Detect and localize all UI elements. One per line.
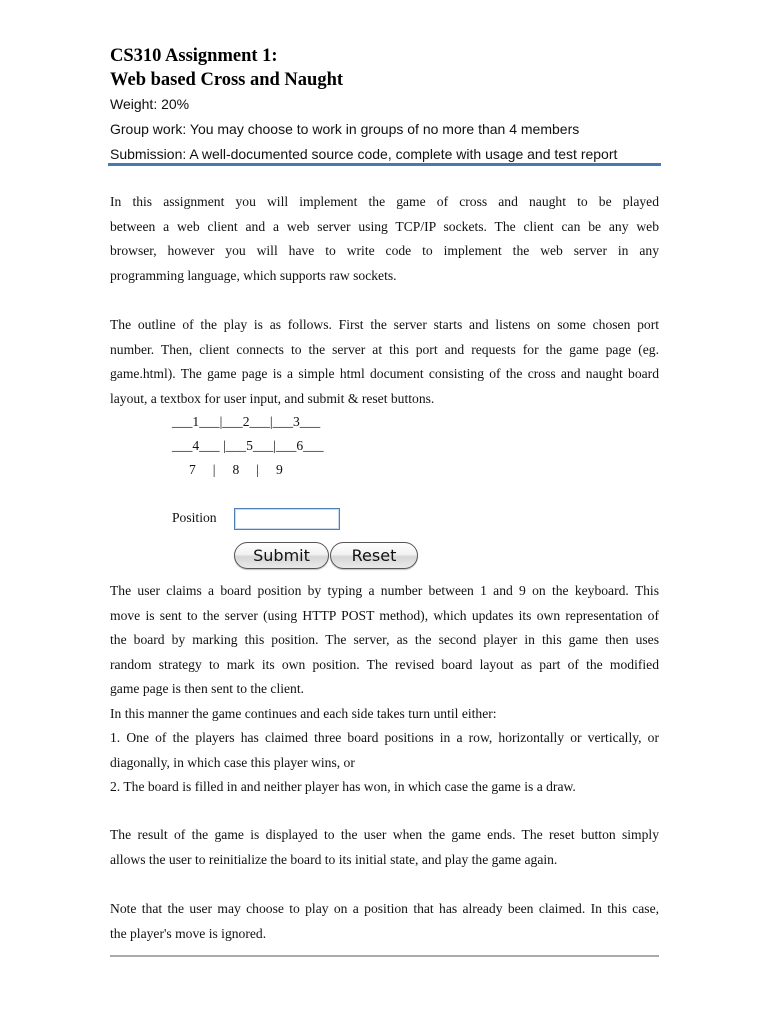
board-row-2: ___4___ |___5___|___6___: [172, 438, 324, 453]
intro-line: In this assignment you will implement the game of cross and naught to be played: [110, 194, 659, 209]
doc-title-line1: CS310 Assignment 1:: [110, 46, 278, 66]
footer-divider: [110, 955, 659, 957]
result-line: allows the user to reinitialize the board to its initial state, and play the game again.: [110, 851, 558, 867]
claim-paragraph: [110, 579, 659, 800]
submission-text: Submission: A well-documented source code, complete with usage and test report: [110, 146, 618, 162]
intro-line: between a web client and a web server using TCP/IP sockets. The client can be any web: [110, 218, 659, 234]
result-paragraph: [110, 823, 659, 872]
outline-paragraph: [110, 313, 659, 411]
claim-line: random strategy to mark its own position. The revised board layout as part of the modified: [110, 656, 659, 672]
claim-line: game page is then sent to the client.: [110, 681, 305, 696]
position-label: Position: [172, 510, 217, 525]
claim-line: 2. The board is filled in and neither player has won, in which case the game is a draw.: [110, 779, 576, 794]
claim-line: diagonally, in which case this player wins, or: [110, 754, 355, 770]
intro-line: programming language, which supports raw sockets.: [110, 267, 397, 283]
outline-line: number. Then, client connects to the server at this port and requests for the game page (eg.: [110, 341, 659, 357]
note-line: Note that the user may choose to play on a position that has already been claimed. In this case,: [110, 901, 659, 916]
intro-line: browser, however you will have to write code to implement the web server in any: [110, 243, 659, 258]
claim-line: 1. One of the players has claimed three board positions in a row, horizontally or vertically, or: [110, 730, 659, 745]
note-paragraph: [110, 897, 659, 946]
doc-title-line2: Web based Cross and Naught: [110, 70, 344, 90]
board-row-1: ___1___|___2___|___3___: [172, 414, 321, 429]
intro-paragraph: [110, 190, 659, 288]
header-divider: [108, 163, 661, 166]
outline-line: layout, a textbox for user input, and submit & reset buttons.: [110, 390, 435, 406]
board-row-3: 7 | 8 | 9: [172, 462, 283, 477]
outline-line: game.html). The game page is a simple html document consisting of the cross and naught board: [110, 366, 659, 381]
result-line: The result of the game is displayed to the user when the game ends. The reset button simply: [110, 827, 659, 842]
claim-line: the board by marking this position. The server, as the second player in this game then uses: [110, 632, 659, 647]
weight-text: Weight: 20%: [110, 96, 190, 112]
position-input[interactable]: [234, 508, 340, 530]
submit-button[interactable]: Submit: [234, 542, 329, 569]
group-work-text: Group work: You may choose to work in groups of no more than 4 members: [110, 121, 580, 137]
claim-line: In this manner the game continues and each side takes turn until either:: [110, 705, 497, 721]
outline-line: The outline of the play is as follows. First the server starts and listens on some chosen port: [110, 317, 659, 332]
claim-line: move is sent to the server (using HTTP POST method), which updates its own representation of: [110, 607, 659, 623]
claim-line: The user claims a board position by typing a number between 1 and 9 on the keyboard. This: [110, 583, 659, 598]
reset-button[interactable]: Reset: [330, 542, 418, 569]
note-line: the player's move is ignored.: [110, 925, 267, 941]
